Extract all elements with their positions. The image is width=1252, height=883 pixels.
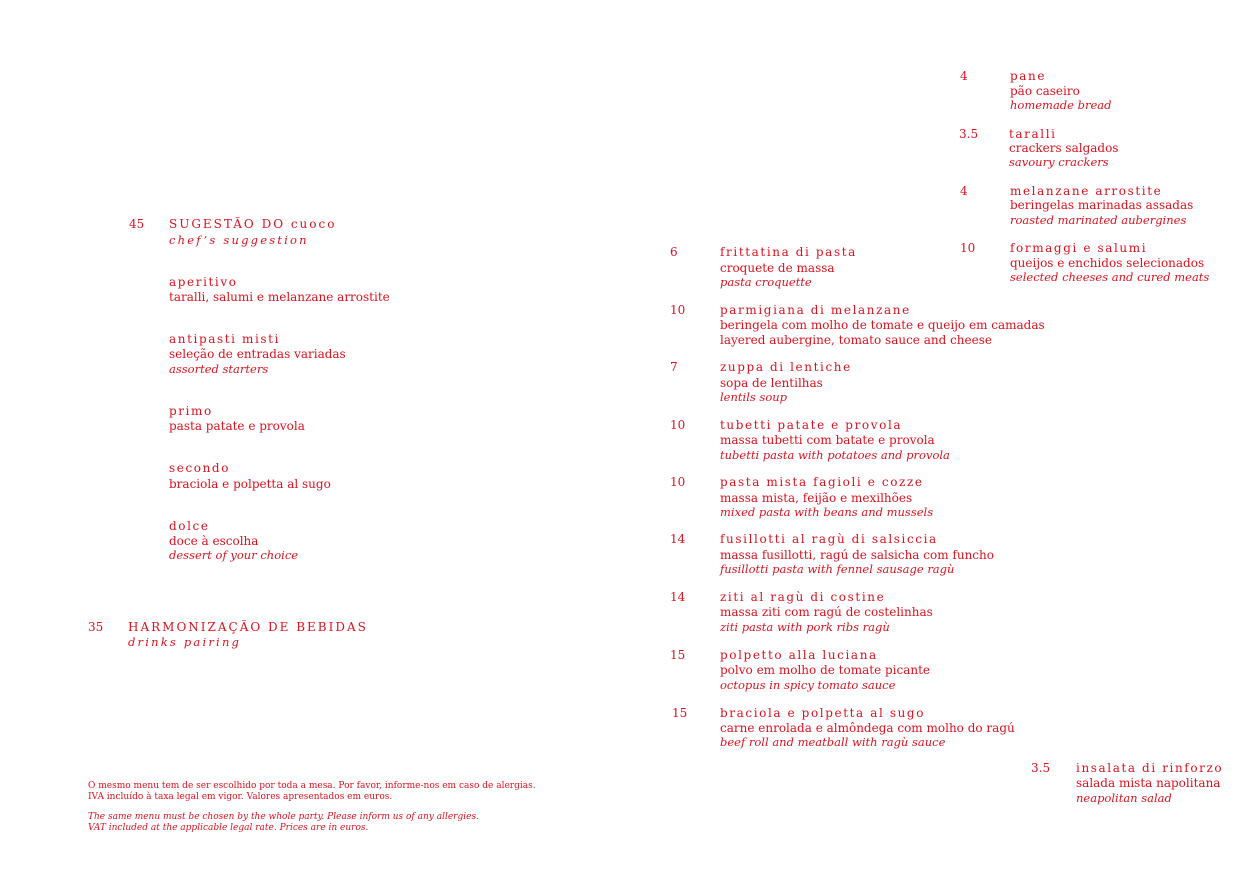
item-pt: crackers salgados bbox=[1009, 141, 1119, 155]
item-name: polpetto alla luciana bbox=[720, 648, 878, 662]
item-pt: beringela com molho de tomate e queijo em camadas bbox=[720, 318, 1045, 332]
item-pt: massa tubetti com batate e provola bbox=[720, 433, 935, 447]
item-en: neapolitan salad bbox=[1076, 791, 1172, 805]
footer-en-line2: VAT included at the applicable legal rate. Prices are in euros. bbox=[88, 823, 369, 833]
item-price: 4 bbox=[960, 184, 968, 198]
item-en: beef roll and meatball with ragù sauce bbox=[720, 735, 946, 749]
footer-pt-line2: IVA incluído à taxa legal em vigor. Valores apresentados em euros. bbox=[88, 792, 393, 802]
item-pt: polvo em molho de tomate picante bbox=[720, 663, 931, 677]
item-price: 7 bbox=[670, 360, 678, 374]
item-price: 10 bbox=[960, 241, 976, 255]
item-price: 3.5 bbox=[959, 127, 979, 141]
item-name: frittatina di pasta bbox=[720, 245, 857, 259]
item-en: lentils soup bbox=[720, 390, 788, 404]
item-name: insalata di rinforzo bbox=[1076, 761, 1224, 775]
item-en: octopus in spicy tomato sauce bbox=[720, 678, 896, 692]
item-price: 10 bbox=[670, 303, 686, 317]
tasting-subtitle: chef’s suggestion bbox=[169, 233, 309, 247]
item-name: taralli bbox=[1009, 127, 1057, 141]
course-pt: taralli, salumi e melanzane arrostite bbox=[169, 290, 390, 304]
tasting-title: SUGESTÃO DO cuoco bbox=[169, 217, 337, 231]
item-en: homemade bread bbox=[1010, 98, 1112, 112]
course-name: antipasti misti bbox=[169, 332, 281, 346]
item-name: zuppa di lentiche bbox=[720, 360, 852, 374]
item-price: 10 bbox=[670, 475, 686, 489]
item-en: tubetti pasta with potatoes and provola bbox=[720, 448, 950, 462]
item-en: fusillotti pasta with fennel sausage ragù bbox=[720, 562, 955, 576]
item-price: 10 bbox=[670, 418, 686, 432]
item-en: pasta croquette bbox=[720, 275, 812, 289]
item-pt: sopa de lentilhas bbox=[720, 376, 823, 390]
item-en: ziti pasta with pork ribs ragù bbox=[720, 620, 890, 634]
course-name: aperitivo bbox=[169, 275, 238, 289]
course-pt: pasta patate e provola bbox=[169, 419, 305, 433]
item-pt: pão caseiro bbox=[1010, 84, 1080, 98]
item-price: 4 bbox=[960, 69, 968, 83]
item-name: braciola e polpetta al sugo bbox=[720, 706, 926, 720]
item-en: roasted marinated aubergines bbox=[1010, 213, 1187, 227]
item-name: ziti al ragù di costine bbox=[720, 590, 886, 604]
pairing-subtitle: drinks pairing bbox=[128, 635, 242, 649]
item-en: mixed pasta with beans and mussels bbox=[720, 505, 934, 519]
item-name: parmigiana di melanzane bbox=[720, 303, 911, 317]
course-name: secondo bbox=[169, 461, 231, 475]
item-en: selected cheeses and cured meats bbox=[1010, 270, 1210, 284]
item-name: formaggi e salumi bbox=[1010, 241, 1148, 255]
item-price: 6 bbox=[670, 245, 678, 259]
item-en: savoury crackers bbox=[1009, 155, 1109, 169]
pairing-title: HARMONIZAÇÃO DE BEBIDAS bbox=[128, 620, 368, 634]
item-pt: carne enrolada e almôndega com molho do ragú bbox=[720, 721, 1015, 735]
course-en: dessert of your choice bbox=[169, 548, 299, 562]
footer-en-line1: The same menu must be chosen by the whole party. Please inform us of any allergies. bbox=[88, 812, 479, 822]
item-price: 14 bbox=[670, 532, 686, 546]
item-price: 14 bbox=[670, 590, 686, 604]
item-price: 15 bbox=[670, 648, 686, 662]
item-pt: croquete de massa bbox=[720, 261, 835, 275]
footer-pt-line1: O mesmo menu tem de ser escolhido por toda a mesa. Por favor, informe-nos em caso de alergias. bbox=[88, 781, 536, 791]
item-name: fusillotti al ragù di salsiccia bbox=[720, 532, 938, 546]
item-pt: beringelas marinadas assadas bbox=[1010, 198, 1194, 212]
pairing-price: 35 bbox=[88, 620, 104, 634]
course-name: primo bbox=[169, 404, 213, 418]
item-en: layered aubergine, tomato sauce and cheese bbox=[720, 333, 992, 347]
item-name: tubetti patate e provola bbox=[720, 418, 903, 432]
item-pt: massa ziti com ragú de costelinhas bbox=[720, 605, 933, 619]
item-name: melanzane arrostite bbox=[1010, 184, 1163, 198]
item-price: 15 bbox=[672, 706, 688, 720]
course-pt: doce à escolha bbox=[169, 534, 259, 548]
tasting-price: 45 bbox=[129, 217, 145, 231]
course-pt: seleção de entradas variadas bbox=[169, 347, 346, 361]
item-name: pasta mista fagioli e cozze bbox=[720, 475, 924, 489]
item-pt: queijos e enchidos selecionados bbox=[1010, 256, 1205, 270]
item-pt: salada mista napolitana bbox=[1076, 776, 1221, 790]
item-pt: massa fusillotti, ragú de salsicha com funcho bbox=[720, 548, 994, 562]
item-price: 3.5 bbox=[1031, 761, 1051, 775]
course-pt: braciola e polpetta al sugo bbox=[169, 477, 331, 491]
item-pt: massa mista, feijão e mexilhões bbox=[720, 491, 913, 505]
item-name: pane bbox=[1010, 69, 1047, 83]
course-en: assorted starters bbox=[169, 362, 269, 376]
course-name: dolce bbox=[169, 519, 210, 533]
